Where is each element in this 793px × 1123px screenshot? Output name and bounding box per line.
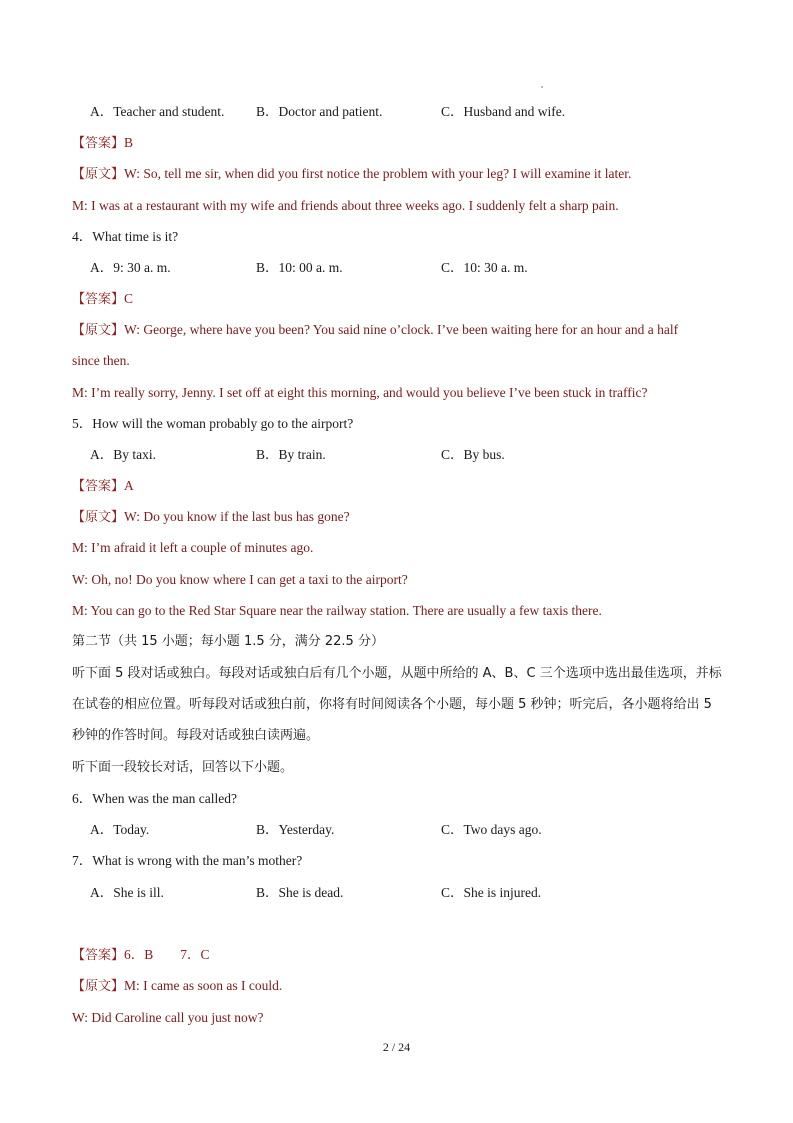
answer-value: A xyxy=(124,478,134,493)
section-subheading: 听下面一段较长对话，回答以下小题。 xyxy=(72,760,294,775)
q5-transcript-line-1 xyxy=(72,508,350,527)
answer-tag: 【答案】 xyxy=(72,292,125,307)
transcript-tag: 【原文】 xyxy=(72,323,125,338)
q6-7-answer xyxy=(72,946,210,965)
q5-stem: 5．How will the woman probably go to the airport? xyxy=(72,416,354,431)
q4-transcript-line-1 xyxy=(72,321,678,340)
section-instructions: 听下面 5 段对话或独白。每段对话或独白后有几个小题，从题中所给的 A、B、C 三个选项中选出最佳选项，并标在试卷的相应位置。听每段对话或独白前，你将有时间阅读各个小题，每小题 5 秒钟；听完后，各小题将给出 5 秒钟的作答时间。每段对话或独白读两遍。 xyxy=(72,666,722,743)
transcript-tag: 【原文】 xyxy=(72,510,125,525)
q7-option-b: B．She is dead. xyxy=(256,885,344,900)
q5-option-b: B．By train. xyxy=(256,447,326,462)
q7-option-a: A．She is ill. xyxy=(90,885,164,900)
answer-tag: 【答案】 xyxy=(72,479,125,494)
q6-option-c: C．Two days ago. xyxy=(441,822,542,837)
answer-value: 6．B 7．C xyxy=(124,947,210,962)
q3-option-c: C．Husband and wife. xyxy=(441,104,566,119)
transcript-text: W: So, tell me sir, when did you first notice the problem with your leg? I will examine it later. xyxy=(124,166,632,181)
q5-option-c: C．By bus. xyxy=(441,447,505,462)
q6-7-transcript-line-2: W: Did Caroline call you just now? xyxy=(72,1010,264,1025)
q3-option-b: B．Doctor and patient. xyxy=(256,104,383,119)
q5-transcript-line-4: M: You can go to the Red Star Square near the railway station. There are usually a few taxis there. xyxy=(72,603,602,618)
q7-stem: 7．What is wrong with the man’s mother? xyxy=(72,853,303,868)
q6-option-b: B．Yesterday. xyxy=(256,822,335,837)
q4-transcript-line-2: M: I’m really sorry, Jenny. I set off at eight this morning, and would you believe I’ve been stuck in traffic? xyxy=(72,385,648,400)
scan-speck xyxy=(541,86,543,88)
q3-transcript-line-2: M: I was at a restaurant with my wife and friends about three weeks ago. I suddenly felt a sharp pain. xyxy=(72,198,619,213)
q6-7-transcript-line-1 xyxy=(72,977,282,996)
transcript-tag: 【原文】 xyxy=(72,167,125,182)
answer-tag: 【答案】 xyxy=(72,136,125,151)
q3-option-a: A．Teacher and student. xyxy=(90,104,225,119)
transcript-tag: 【原文】 xyxy=(72,979,125,994)
transcript-text: M: I came as soon as I could. xyxy=(124,978,283,993)
section-heading: 第二节（共 15 小题；每小题 1.5 分，满分 22.5 分） xyxy=(72,634,384,649)
q5-transcript-line-2: M: I’m afraid it left a couple of minutes ago. xyxy=(72,540,314,555)
page-number: 2 / 24 xyxy=(382,1040,411,1054)
transcript-text: W: George, where have you been? You said nine o’clock. I’ve been waiting here for an hour and a half xyxy=(124,322,679,337)
q4-stem: 4．What time is it? xyxy=(72,229,179,244)
q4-transcript-line-1-cont: since then. xyxy=(72,353,130,368)
q6-stem: 6．When was the man called? xyxy=(72,791,237,806)
q4-option-a: A．9: 30 a. m. xyxy=(90,260,171,275)
q5-answer xyxy=(72,477,134,496)
answer-value: C xyxy=(124,291,134,306)
q4-option-c: C．10: 30 a. m. xyxy=(441,260,528,275)
q3-transcript-line-1 xyxy=(72,165,631,184)
answer-tag: 【答案】 xyxy=(72,948,125,963)
q6-option-a: A．Today. xyxy=(90,822,150,837)
q5-transcript-line-3: W: Oh, no! Do you know where I can get a taxi to the airport? xyxy=(72,572,408,587)
q7-option-c: C．She is injured. xyxy=(441,885,542,900)
q4-answer xyxy=(72,290,133,309)
transcript-text: W: Do you know if the last bus has gone? xyxy=(124,509,350,524)
answer-value: B xyxy=(124,135,134,150)
q3-answer xyxy=(72,134,133,153)
q5-option-a: A．By taxi. xyxy=(90,447,156,462)
q4-option-b: B．10: 00 a. m. xyxy=(256,260,343,275)
